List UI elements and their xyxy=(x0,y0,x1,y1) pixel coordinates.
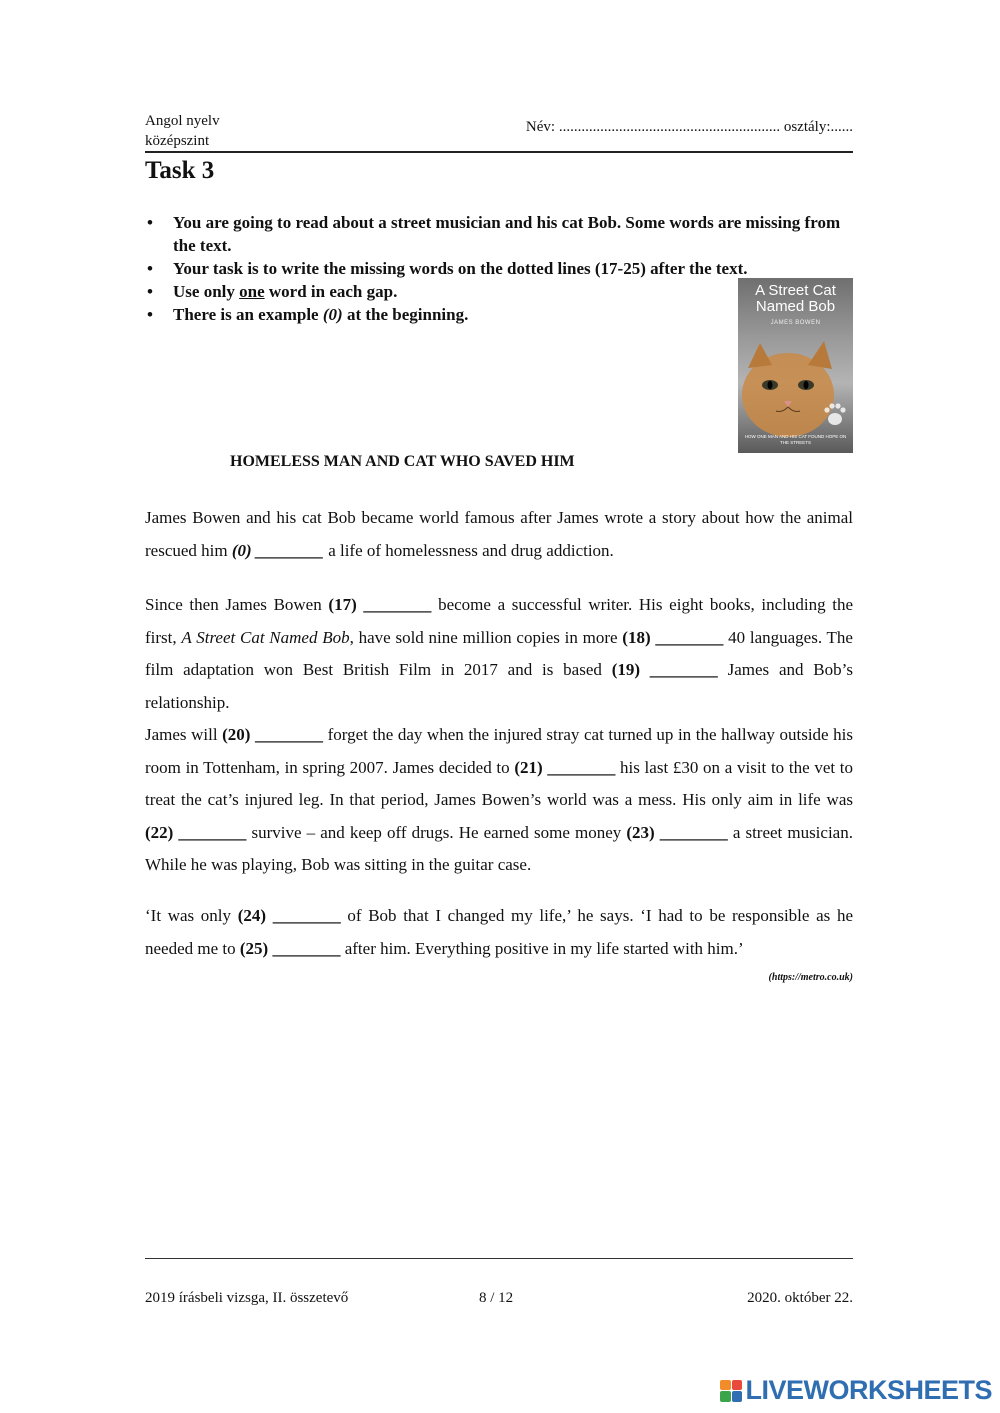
instruction-text: Use only xyxy=(173,282,240,301)
instruction-text: There is an example xyxy=(173,305,323,324)
gap-21[interactable]: (21) ________ xyxy=(514,757,616,777)
paragraph-text: forget the day when the injured stray cat turned up in the hallway outside his room in Tottenham, in spring 2007. James decided to xyxy=(145,725,853,777)
gap-23[interactable]: (23) ________ xyxy=(626,822,728,842)
article-paragraph xyxy=(145,502,853,567)
gap-19[interactable]: (19) ________ xyxy=(611,660,718,679)
instruction-text: You are going to read about a street musician and his cat Bob. Some words are missing from the text. xyxy=(173,213,841,255)
instruction-text: at the beginning. xyxy=(342,305,469,324)
book-cover-image xyxy=(738,278,853,453)
gap-24[interactable]: (24) ________ xyxy=(237,906,341,925)
paragraph-text: James will xyxy=(145,725,223,744)
paragraph-text: of Bob that I changed my life,’ he says. ‘I had to be responsible as he needed me to xyxy=(145,906,853,958)
source-citation: (https://metro.co.uk) xyxy=(768,972,853,983)
gap-20[interactable]: (20) ________ xyxy=(222,725,324,744)
book-cover-title xyxy=(738,283,853,315)
instruction-item xyxy=(145,211,853,257)
header-subject-line2: középszint xyxy=(145,133,210,149)
paragraph-text: Since then James Bowen xyxy=(145,595,329,614)
paragraph-text: James and Bob’s relationship. xyxy=(145,660,853,712)
instruction-item xyxy=(145,257,853,280)
paragraph-text: ‘It was only xyxy=(145,906,238,925)
liveworksheets-brand[interactable] xyxy=(720,1375,992,1406)
header-divider xyxy=(145,151,853,153)
paragraph-text: , have sold nine million copies in more xyxy=(349,627,623,647)
gap-18[interactable]: (18) ________ xyxy=(622,627,724,647)
article-paragraph xyxy=(145,900,853,965)
liveworksheets-logo-icon xyxy=(720,1380,742,1402)
paragraph-text: survive – and keep off drugs. He earned some money xyxy=(246,822,627,842)
paragraph-text: a life of homelessness and drug addiction. xyxy=(323,540,614,560)
paragraph-text: a street musician. While he was playing, Bob was sitting in the guitar case. xyxy=(145,822,853,874)
paragraph-text: 40 languages. The film adaptation won Best British Film in 2017 and is based xyxy=(145,627,853,679)
example-marker: (0) xyxy=(322,305,343,324)
gap-22[interactable]: (22) ________ xyxy=(145,822,247,842)
task-title: Task 3 xyxy=(145,157,215,184)
footer-exam-info: 2019 írásbeli vizsga, II. összetevő xyxy=(145,1290,349,1306)
footer-date: 2020. október 22. xyxy=(747,1290,853,1306)
article-paragraph xyxy=(145,589,853,882)
book-title: A Street Cat Named Bob xyxy=(181,627,350,647)
book-cover-author: JAMES BOWEN xyxy=(770,320,821,326)
book-cover-tagline: HOW ONE MAN AND HIS CAT FOUND HOPE ON THE STREETS xyxy=(744,434,847,445)
brand-wordmark: LIVEWORKSHEETS xyxy=(745,1375,992,1405)
page-number: 8 / 12 xyxy=(479,1290,514,1306)
header-subject-line1: Angol nyelv xyxy=(145,113,220,129)
header-name-field: Név: ........................................................... osztály:...... xyxy=(525,119,853,135)
book-cover-title-line: A Street Cat xyxy=(755,282,836,299)
instruction-text: Your task is to write the missing words on the dotted lines (17-25) after the text. xyxy=(173,259,748,278)
paragraph-text: his last £30 on a visit to the vet to treat the cat’s injured leg. In that period, James Bowen’s world was a mess. His only aim in life was xyxy=(145,757,854,809)
gap-example: (0) ________ xyxy=(231,540,324,560)
paragraph-text: James Bowen and his cat Bob became world famous after James wrote a story about how the animal rescued him xyxy=(145,508,853,560)
underlined-word: one xyxy=(239,282,265,301)
header-subject xyxy=(145,111,220,151)
instruction-text: word in each gap. xyxy=(264,282,398,301)
book-cover-title-line: Named Bob xyxy=(755,298,836,315)
paragraph-text: become a successful writer. His eight books, including the first, xyxy=(145,595,854,647)
gap-25[interactable]: (25) ________ xyxy=(239,938,341,958)
article-title: HOMELESS MAN AND CAT WHO SAVED HIM xyxy=(230,453,575,470)
footer-divider xyxy=(145,1258,853,1259)
gap-17[interactable]: (17) ________ xyxy=(328,595,432,614)
paragraph-text: after him. Everything positive in my life started with him.’ xyxy=(340,938,744,958)
